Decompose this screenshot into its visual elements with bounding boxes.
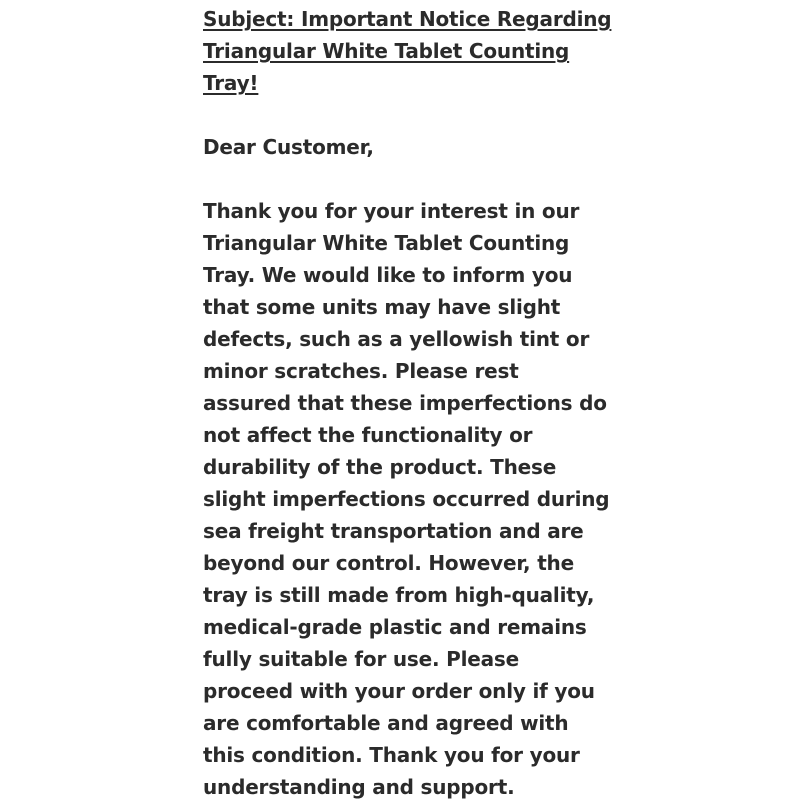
notice-greeting: Dear Customer, xyxy=(203,135,374,159)
notice-subject: Subject: Important Notice Regarding Triangular White Tablet Counting Tray! xyxy=(203,7,612,95)
notice-body: Thank you for your interest in our Triangular White Tablet Counting Tray. We would like to inform you that some units may have slight defects, such as a yellowish tint or minor scratches. Please rest assured that these imperfections do not affect the functionality or durability of the product. These slight imperfections occurred during sea freight transportation and are beyond our control. However, the tray is still made from high-quality, medical-grade plastic and remains fully suitable for use. Please proceed with your order only if you are comfortable and agreed with this condition. Thank you for your understanding and support. xyxy=(203,199,610,799)
spacer xyxy=(203,99,613,131)
notice-document xyxy=(203,0,613,800)
spacer xyxy=(203,163,613,195)
